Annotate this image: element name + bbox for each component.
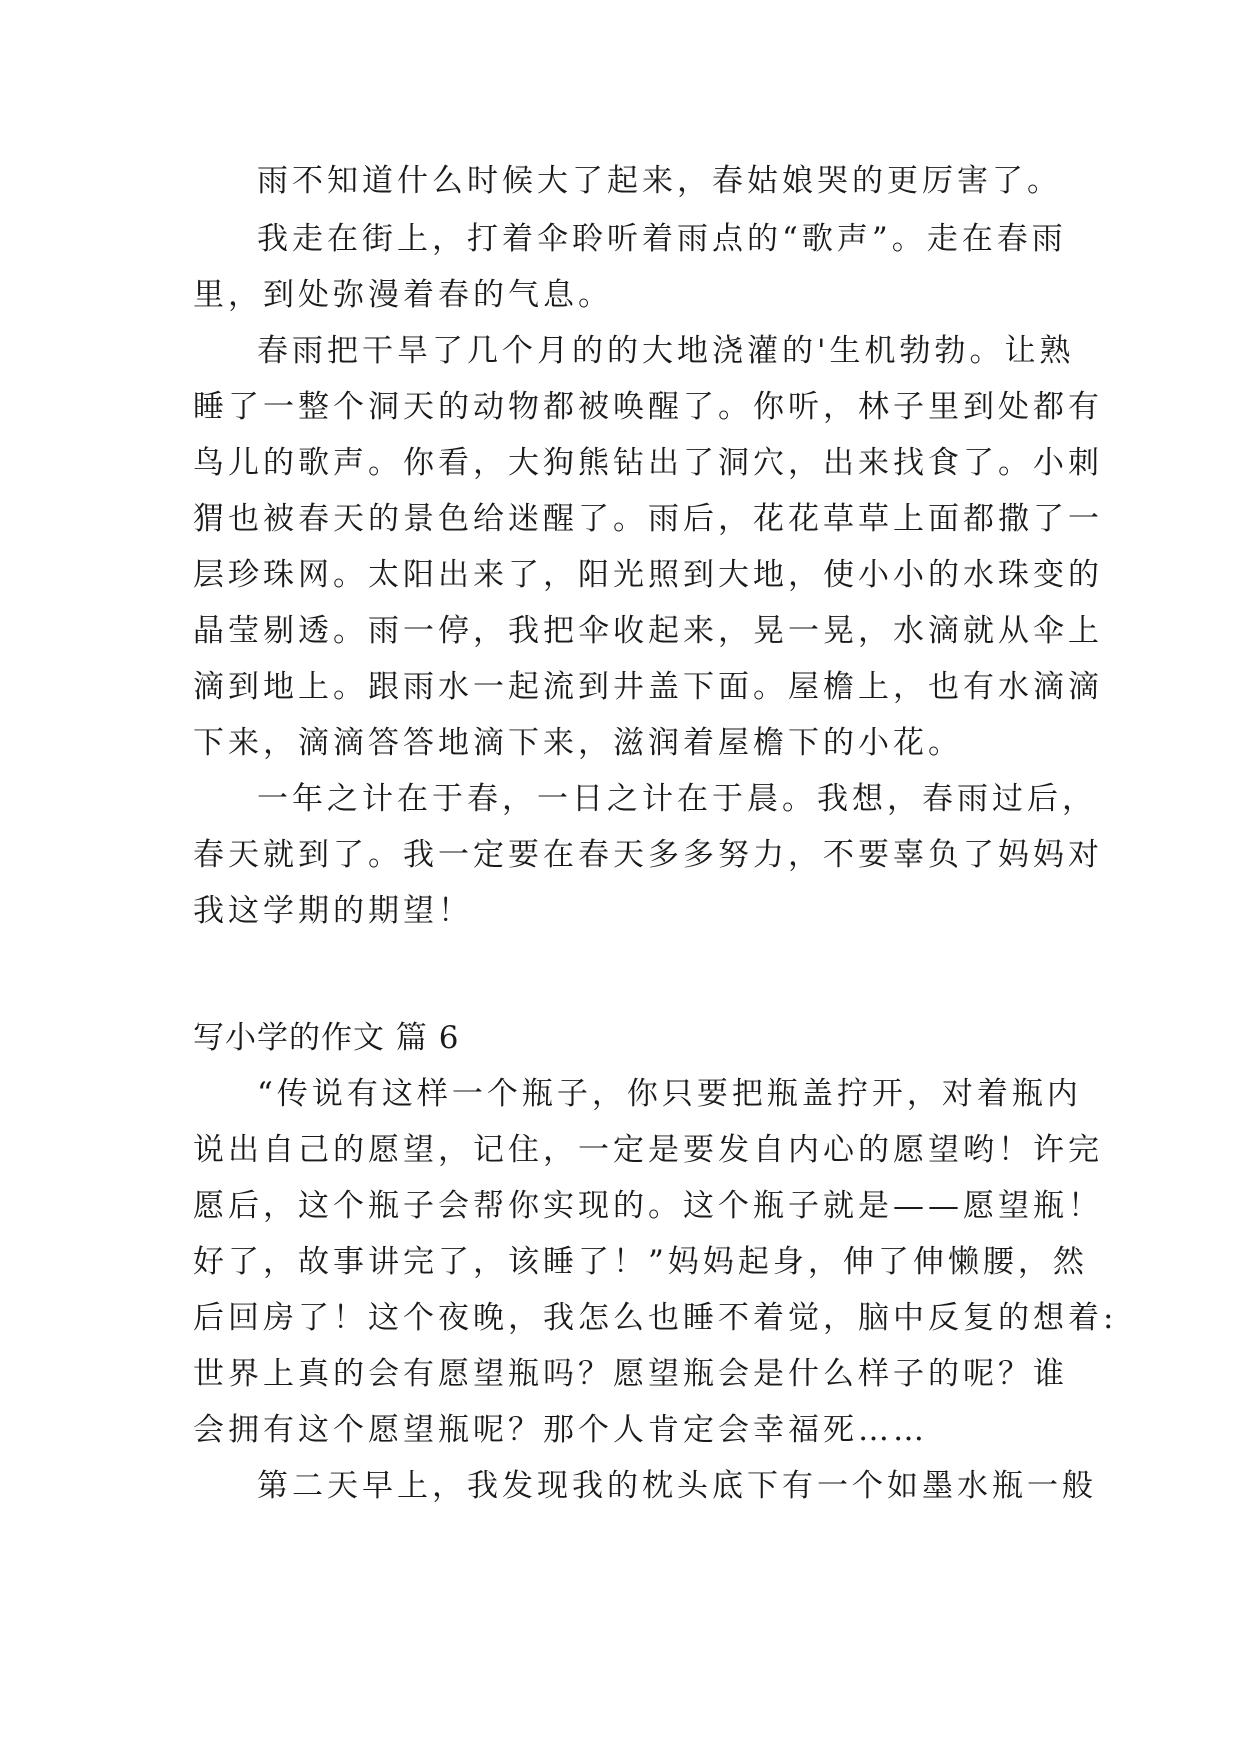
paragraph-line: 晶莹剔透。雨一停，我把伞收起来，晃一晃，水滴就从伞上 [193, 613, 1103, 649]
paragraph-line: 说出自己的愿望，记住，一定是要发自内心的愿望哟！许完 [193, 1132, 1103, 1168]
paragraph-line: 鸟儿的歌声。你看，大狗熊钻出了洞穴，出来找食了。小刺 [193, 445, 1103, 481]
paragraph-line: 我这学期的期望！ [193, 893, 473, 929]
paragraph-line: 滴到地上。跟雨水一起流到井盖下面。屋檐上，也有水滴滴 [193, 669, 1103, 705]
paragraph-line: 会拥有这个愿望瓶呢？那个人肯定会幸福死…… [193, 1412, 928, 1448]
section-heading: 写小学的作文 篇 6 [193, 1020, 460, 1056]
paragraph-line: 愿后，这个瓶子会帮你实现的。这个瓶子就是——愿望瓶！ [193, 1188, 1103, 1224]
paragraph-line: 我走在街上，打着伞聆听着雨点的“歌声”。走在春雨 [257, 221, 1067, 257]
paragraph-line: 睡了一整个洞天的动物都被唤醒了。你听，林子里到处都有 [193, 389, 1103, 425]
paragraph-line: 里，到处弥漫着春的气息。 [193, 277, 613, 313]
paragraph-line: 春天就到了。我一定要在春天多多努力，不要辜负了妈妈对 [193, 837, 1103, 873]
paragraph-line: 下来，滴滴答答地滴下来，滋润着屋檐下的小花。 [193, 725, 963, 761]
paragraph-line: 后回房了！这个夜晚，我怎么也睡不着觉，脑中反复的想着: [193, 1300, 1118, 1336]
paragraph-line: 世界上真的会有愿望瓶吗？愿望瓶会是什么样子的呢？谁 [193, 1356, 1068, 1392]
paragraph-line: “传说有这样一个瓶子，你只要把瓶盖拧开，对着瓶内 [257, 1076, 1082, 1112]
paragraph-line: 第二天早上，我发现我的枕头底下有一个如墨水瓶一般 [257, 1468, 1097, 1504]
paragraph-line: 雨不知道什么时候大了起来，春姑娘哭的更厉害了。 [257, 163, 1062, 199]
paragraph-line: 一年之计在于春，一日之计在于晨。我想，春雨过后， [257, 781, 1097, 817]
paragraph-line: 猬也被春天的景色给迷醒了。雨后，花花草草上面都撒了一 [193, 501, 1103, 537]
paragraph-line: 层珍珠网。太阳出来了，阳光照到大地，使小小的水珠变的 [193, 557, 1103, 593]
paragraph-line: 春雨把干旱了几个月的的大地浇灌的'生机勃勃。让熟 [257, 333, 1075, 369]
paragraph-line: 好了，故事讲完了，该睡了！”妈妈起身，伸了伸懒腰，然 [193, 1244, 1088, 1280]
document-body [193, 0, 1118, 1754]
